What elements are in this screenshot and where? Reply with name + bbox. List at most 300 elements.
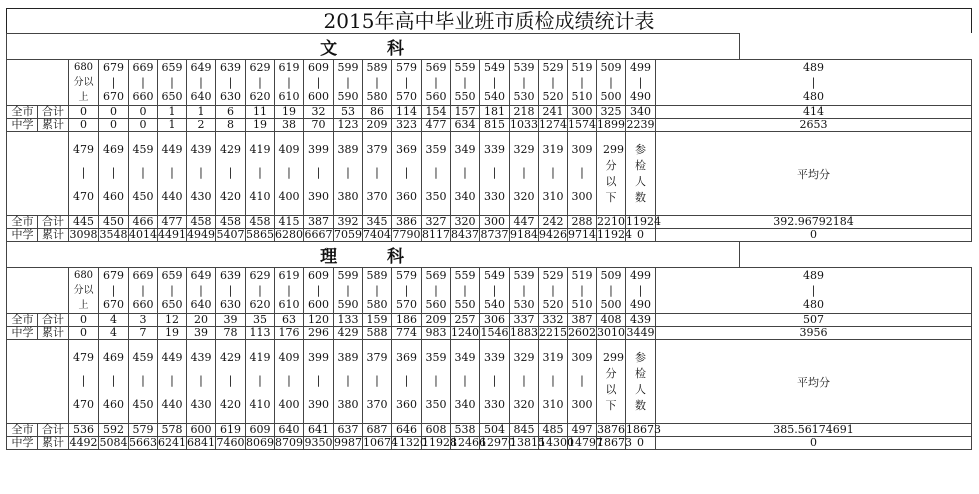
band-header [158, 268, 187, 314]
data-cell: 9987 [334, 436, 362, 449]
band-low: 570 [396, 90, 417, 103]
data-cell: 11924 [597, 228, 632, 241]
data-cell: 450 [99, 216, 129, 229]
band-header [99, 340, 129, 424]
band-low: 350 [425, 398, 447, 412]
data-cell: 0 [626, 229, 656, 242]
band-low: 480 [803, 90, 824, 103]
band-separator: | [141, 283, 145, 297]
band-header [480, 268, 510, 314]
band-low: 400 [278, 398, 300, 412]
data-cell: 392 [334, 216, 363, 229]
data-cell: 497 [568, 424, 597, 437]
score-band [129, 340, 157, 423]
data-row [7, 327, 972, 340]
data-cell: 320 [451, 216, 480, 229]
band-separator: | [346, 283, 350, 297]
band-low: 540 [484, 90, 505, 103]
score-band [539, 60, 567, 105]
data-cell: 19 [246, 119, 275, 132]
data-cell: 20 [187, 314, 216, 327]
data-row [7, 314, 972, 327]
band-header [597, 268, 626, 314]
data-cell: 8737 [480, 228, 509, 241]
data-cell: 8437 [451, 228, 479, 241]
score-band [216, 60, 245, 105]
data-cell: 408 [597, 314, 626, 327]
band-high: 409 [278, 350, 300, 364]
band-header [451, 60, 480, 106]
band-separator: | [111, 75, 116, 89]
band-high: 369 [396, 142, 417, 156]
data-cell: 123 [334, 119, 363, 132]
band-separator: | [638, 75, 643, 89]
data-cell: 4492 [69, 436, 98, 449]
band-high: 389 [337, 142, 359, 156]
band-separator: | [580, 374, 584, 388]
band-high: 589 [366, 61, 388, 74]
data-cell: 7460 [216, 436, 245, 449]
data-cell: 63 [275, 314, 304, 327]
band-high: 379 [366, 142, 388, 156]
band-low: 370 [366, 398, 388, 412]
band-high: 599 [337, 269, 359, 282]
band-header-row [7, 60, 972, 106]
band-high: 349 [454, 350, 476, 364]
band-header [363, 60, 392, 106]
score-band [451, 60, 479, 105]
band-separator: | [492, 283, 497, 297]
band-header [510, 268, 539, 314]
band-header [451, 132, 480, 216]
band-low: 540 [484, 298, 505, 311]
band-low: 610 [278, 298, 300, 311]
band-header [216, 268, 246, 314]
data-cell: 386 [392, 216, 422, 229]
data-cell: 8709 [275, 436, 303, 449]
score-band [275, 340, 303, 423]
data-cell: 14797 [568, 436, 603, 449]
band-separator: | [551, 166, 555, 180]
data-cell: 2602 [568, 326, 596, 339]
band-low: 590 [337, 298, 359, 311]
band-low: 580 [366, 298, 388, 311]
data-cell: 1033 [510, 118, 538, 131]
band-separator: | [258, 374, 262, 388]
score-band [275, 268, 303, 313]
band-separator: | [258, 283, 262, 297]
band-header-row [7, 340, 972, 424]
score-band [656, 268, 971, 313]
band-low: 580 [366, 90, 388, 103]
data-cell: 19 [275, 106, 304, 119]
band-high: 309 [571, 350, 593, 364]
data-cell: 0 [69, 327, 99, 340]
data-cell: 332 [539, 314, 568, 327]
score-band [422, 132, 450, 215]
band-high: 649 [190, 61, 212, 74]
band-separator: | [404, 283, 409, 297]
band-separator: | [287, 166, 291, 180]
band-high: 579 [396, 269, 417, 282]
score-band [304, 60, 333, 105]
score-band [363, 340, 391, 423]
data-cell: 9714 [568, 228, 596, 241]
band-high: 609 [308, 61, 329, 74]
data-cell: 447 [510, 216, 539, 229]
band-high: 479 [73, 142, 94, 156]
band-high: 529 [542, 61, 564, 74]
band-low: 620 [249, 90, 271, 103]
data-cell: 32 [304, 106, 334, 119]
data-cell: 8069 [246, 436, 274, 449]
data-cell: 466 [129, 216, 158, 229]
data-cell: 458 [187, 216, 216, 229]
band-header [187, 268, 216, 314]
data-cell: 7404 [363, 228, 391, 241]
band-high: 679 [103, 61, 124, 74]
band-header [480, 340, 510, 424]
data-cell: 133 [334, 314, 363, 327]
data-cell: 1899 [597, 118, 625, 131]
band-high: 519 [571, 269, 593, 282]
data-cell: 637 [334, 424, 363, 437]
band-high: 449 [161, 350, 183, 364]
band-header [451, 340, 480, 424]
band-header [392, 268, 422, 314]
data-cell: 1546 [480, 326, 509, 339]
band-high: 339 [484, 350, 505, 364]
band-low: 510 [571, 90, 593, 103]
band-high: 409 [278, 142, 300, 156]
band-low: 550 [454, 298, 476, 311]
band-header [422, 268, 451, 314]
band-separator: | [81, 166, 86, 180]
score-band [539, 268, 567, 313]
data-cell: 0 [69, 119, 99, 132]
band-separator: | [404, 166, 409, 180]
band-separator: | [316, 283, 321, 297]
data-cell: 0 [99, 106, 129, 119]
band-header [69, 132, 99, 216]
data-cell: 86 [363, 106, 392, 119]
data-cell: 536 [69, 424, 99, 437]
band-header [656, 268, 972, 314]
score-band [246, 340, 274, 423]
band-separator: | [141, 166, 145, 180]
data-cell: 8117 [422, 228, 450, 241]
band-high: 669 [132, 61, 154, 74]
band-low: 520 [542, 298, 564, 311]
data-cell: 4491 [158, 228, 186, 241]
band-separator: | [463, 374, 467, 388]
data-cell: 242 [539, 216, 568, 229]
band-header [363, 132, 392, 216]
band-high: 559 [454, 269, 476, 282]
band-high: 589 [366, 269, 388, 282]
band-header [568, 60, 597, 106]
data-cell: 504 [480, 424, 510, 437]
band-header [99, 132, 129, 216]
score-band [568, 340, 596, 423]
data-cell: 306 [480, 314, 510, 327]
band-high: 369 [396, 350, 417, 364]
band-low: 380 [337, 190, 359, 204]
band-high: 649 [190, 269, 212, 282]
band-low: 640 [190, 90, 212, 103]
data-cell: 0 [626, 437, 656, 450]
row-label: 累计 [38, 327, 69, 340]
band-low: 380 [337, 398, 359, 412]
band-high: 559 [454, 61, 476, 74]
score-band [246, 132, 274, 215]
header-average: 平均分 [656, 340, 972, 424]
band-low: 590 [337, 90, 359, 103]
band-header [216, 340, 246, 424]
data-cell: 3956 [656, 327, 972, 340]
data-cell: 5865 [246, 228, 274, 241]
score-band [334, 268, 362, 313]
band-header [129, 268, 158, 314]
data-cell: 70 [304, 119, 334, 132]
data-cell: 6 [216, 106, 246, 119]
band-low: 660 [132, 298, 154, 311]
data-cell: 7059 [334, 228, 362, 241]
data-cell: 14300 [539, 436, 574, 449]
band-high: 639 [220, 269, 241, 282]
band-low: 470 [73, 190, 94, 204]
row-label: 累计 [38, 229, 69, 242]
data-cell: 6241 [158, 436, 186, 449]
band-low: 390 [308, 398, 329, 412]
band-header [392, 340, 422, 424]
data-cell: 0 [129, 106, 158, 119]
band-separator: | [375, 75, 379, 89]
band-low: 640 [190, 298, 212, 311]
band-separator: | [199, 75, 203, 89]
data-cell: 38 [275, 119, 304, 132]
data-row [7, 229, 972, 242]
header-680-above: 680分以上 [69, 60, 99, 106]
band-header [304, 340, 334, 424]
data-cell: 387 [304, 216, 334, 229]
data-cell: 10674 [363, 436, 398, 449]
data-cell: 1 [158, 119, 187, 132]
data-cell: 579 [129, 424, 158, 437]
band-header [275, 340, 304, 424]
score-band [304, 132, 333, 215]
band-header [597, 60, 626, 106]
data-cell: 176 [275, 327, 304, 340]
band-separator: | [522, 75, 526, 89]
data-cell: 7790 [392, 228, 421, 241]
band-header [392, 60, 422, 106]
data-cell: 11 [246, 106, 275, 119]
band-high: 399 [308, 142, 329, 156]
data-cell: 414 [656, 106, 972, 119]
band-low: 510 [571, 298, 593, 311]
band-header [158, 340, 187, 424]
band-header [158, 132, 187, 216]
band-low: 560 [425, 298, 447, 311]
score-band [187, 268, 215, 313]
band-separator: | [199, 283, 203, 297]
band-separator: | [434, 166, 438, 180]
band-separator: | [522, 283, 526, 297]
band-separator: | [170, 166, 174, 180]
data-cell: 12970 [480, 436, 515, 449]
data-cell: 619 [216, 424, 246, 437]
band-header [510, 340, 539, 424]
band-header [246, 132, 275, 216]
band-separator: | [228, 166, 233, 180]
band-high: 429 [220, 350, 241, 364]
row-label: 累计 [38, 119, 69, 132]
band-low: 460 [103, 190, 124, 204]
band-high: 629 [249, 61, 271, 74]
score-band [187, 60, 215, 105]
data-row [7, 216, 972, 229]
band-low: 650 [161, 90, 183, 103]
band-separator: | [170, 374, 174, 388]
band-header [568, 132, 597, 216]
score-band [99, 60, 128, 105]
data-cell: 257 [451, 314, 480, 327]
band-low: 300 [571, 398, 593, 412]
band-header [480, 60, 510, 106]
band-header [99, 268, 129, 314]
band-low: 340 [454, 398, 476, 412]
band-high: 659 [161, 269, 183, 282]
score-band [158, 60, 186, 105]
score-band [510, 340, 538, 423]
band-low: 300 [571, 190, 593, 204]
data-cell: 592 [99, 424, 129, 437]
band-high: 549 [484, 269, 505, 282]
header-299-below: 299分以下 [597, 340, 626, 424]
data-cell: 296 [304, 327, 334, 340]
band-low: 430 [190, 398, 212, 412]
data-cell: 9426 [539, 228, 567, 241]
data-cell: 0 [129, 119, 158, 132]
band-header [187, 132, 216, 216]
data-cell: 53 [334, 106, 363, 119]
band-header [275, 60, 304, 106]
band-separator: | [141, 374, 145, 388]
section-title: 文 科 [7, 34, 740, 60]
data-row [7, 437, 972, 450]
score-band [392, 60, 421, 105]
band-separator: | [170, 75, 174, 89]
band-separator: | [375, 283, 379, 297]
group-label: 中学 [7, 327, 38, 340]
band-low: 320 [513, 190, 535, 204]
document [6, 8, 972, 450]
band-low: 630 [220, 90, 241, 103]
data-cell: 345 [363, 216, 392, 229]
score-band [626, 60, 655, 105]
band-low: 670 [103, 90, 124, 103]
band-separator: | [199, 166, 203, 180]
corner-cell [7, 268, 69, 314]
data-cell: 3098 [69, 228, 98, 241]
data-row [7, 424, 972, 437]
row-label: 合计 [38, 106, 69, 119]
data-cell: 120 [304, 314, 334, 327]
score-band [392, 268, 421, 313]
data-cell: 209 [422, 314, 451, 327]
band-header [129, 60, 158, 106]
row-label: 累计 [38, 437, 69, 450]
band-separator: | [287, 283, 291, 297]
data-cell: 4949 [187, 228, 215, 241]
data-cell: 0 [99, 119, 129, 132]
score-band [597, 60, 625, 105]
band-separator: | [228, 75, 233, 89]
score-band [99, 340, 128, 423]
band-header [275, 268, 304, 314]
data-cell: 477 [422, 119, 451, 132]
band-header [363, 340, 392, 424]
band-low: 330 [484, 398, 505, 412]
data-cell: 458 [246, 216, 275, 229]
score-band [275, 60, 303, 105]
data-cell: 3 [129, 314, 158, 327]
data-cell: 9350 [304, 436, 333, 449]
band-separator: | [404, 75, 409, 89]
band-separator: | [346, 374, 350, 388]
score-band [422, 340, 450, 423]
band-separator: | [609, 75, 613, 89]
score-table [6, 33, 972, 450]
band-low: 420 [220, 190, 241, 204]
band-high: 499 [630, 61, 651, 74]
data-cell: 3010 [597, 326, 625, 339]
data-cell: 218 [510, 106, 539, 119]
score-band [568, 60, 596, 105]
band-high: 549 [484, 61, 505, 74]
data-cell: 640 [275, 424, 304, 437]
score-band [539, 340, 567, 423]
band-separator: | [811, 283, 816, 297]
band-header [129, 132, 158, 216]
band-low: 450 [132, 398, 154, 412]
data-cell: 641 [304, 424, 334, 437]
band-low: 310 [542, 190, 564, 204]
band-header [422, 340, 451, 424]
header-299-below: 299分以下 [597, 132, 626, 216]
band-low: 410 [249, 398, 271, 412]
band-header [275, 132, 304, 216]
section-header-row [7, 242, 972, 268]
band-low: 350 [425, 190, 447, 204]
score-band [363, 132, 391, 215]
band-header [216, 132, 246, 216]
band-low: 600 [308, 298, 329, 311]
band-separator: | [580, 283, 584, 297]
band-high: 669 [132, 269, 154, 282]
band-high: 489 [803, 269, 824, 282]
score-band [480, 340, 509, 423]
band-low: 550 [454, 90, 476, 103]
score-band [480, 132, 509, 215]
band-separator: | [463, 75, 467, 89]
band-header [187, 340, 216, 424]
band-separator: | [375, 374, 379, 388]
score-band [334, 60, 362, 105]
data-cell: 2210 [597, 215, 625, 228]
score-band [129, 268, 157, 313]
